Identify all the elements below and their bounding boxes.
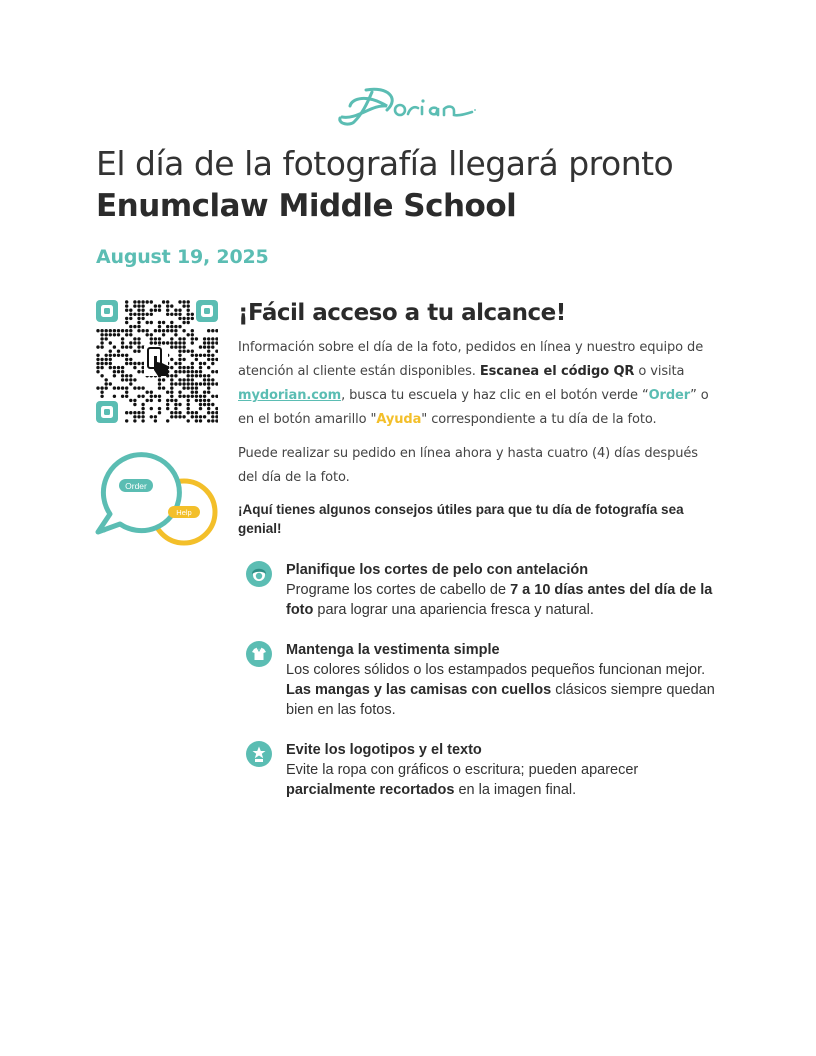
tip-body xyxy=(286,660,718,720)
text: o visita xyxy=(634,364,685,379)
order-word: Order xyxy=(648,388,691,403)
text: Programe los cortes de cabello de xyxy=(286,582,511,598)
tip-title: Planifique los cortes de pelo con antelación xyxy=(286,562,589,578)
tip-emphasis: 7 a 10 días antes del día de la foto xyxy=(286,582,713,618)
tip-title: Evite los logotipos y el texto xyxy=(286,742,482,758)
tip-emphasis: parcialmente recortados xyxy=(286,782,455,798)
tip-logos xyxy=(238,740,718,800)
page-title: El día de la fotografía llegará pronto xyxy=(96,144,674,183)
order-help-bubbles-icon xyxy=(94,446,220,548)
mydorian-link[interactable]: mydorian.com xyxy=(238,388,342,403)
tip-title: Mantenga la vestimenta simple xyxy=(286,642,500,658)
text: Los colores sólidos o los estampados pequeños funcionan mejor. xyxy=(286,662,706,678)
main-content xyxy=(238,300,718,820)
text: , busca tu escuela y haz clic en el botón verde “ xyxy=(341,388,649,403)
text: para lograr una apariencia fresca y natural. xyxy=(313,602,594,618)
shirt-icon xyxy=(246,641,272,667)
text: Evite la ropa con gráficos o escritura; pueden aparecer xyxy=(286,762,639,778)
logo-shirt-icon xyxy=(246,741,272,767)
help-bubble-label: Help xyxy=(176,508,192,517)
tip-haircut xyxy=(238,560,718,620)
photo-day-date: August 19, 2025 xyxy=(96,246,269,268)
tip-body xyxy=(286,580,718,620)
order-bubble-label: Order xyxy=(125,481,147,491)
tips-heading: ¡Aquí tienes algunos consejos útiles para que tu día de fotografía sea genial! xyxy=(238,502,684,536)
section-heading: ¡Fácil acceso a tu alcance! xyxy=(238,300,566,326)
scan-qr-emphasis: Escanea el código QR xyxy=(479,364,635,379)
tip-body xyxy=(286,760,718,800)
text: ” o en el botón amarillo " xyxy=(238,388,709,427)
text: en la imagen final. xyxy=(454,782,577,798)
tip-clothing xyxy=(238,640,718,720)
qr-code-icon[interactable] xyxy=(96,300,218,423)
text: clásicos siempre quedan bien en las fotos. xyxy=(286,682,715,718)
access-paragraph xyxy=(238,336,718,432)
help-word: Ayuda xyxy=(376,412,422,427)
haircut-icon xyxy=(246,561,272,587)
tip-emphasis: Las mangas y las camisas con cuellos xyxy=(286,682,552,698)
school-name: Enumclaw Middle School xyxy=(96,188,517,224)
text: " correspondiente a tu día de la foto. xyxy=(421,412,657,427)
dorian-logo xyxy=(332,84,482,128)
text: Información sobre el día de la foto, pedidos en línea y nuestro equipo de atención al cliente están disponibles. xyxy=(238,340,704,379)
order-window-paragraph: Puede realizar su pedido en línea ahora y hasta cuatro (4) días después del día de la foto. xyxy=(238,446,698,485)
